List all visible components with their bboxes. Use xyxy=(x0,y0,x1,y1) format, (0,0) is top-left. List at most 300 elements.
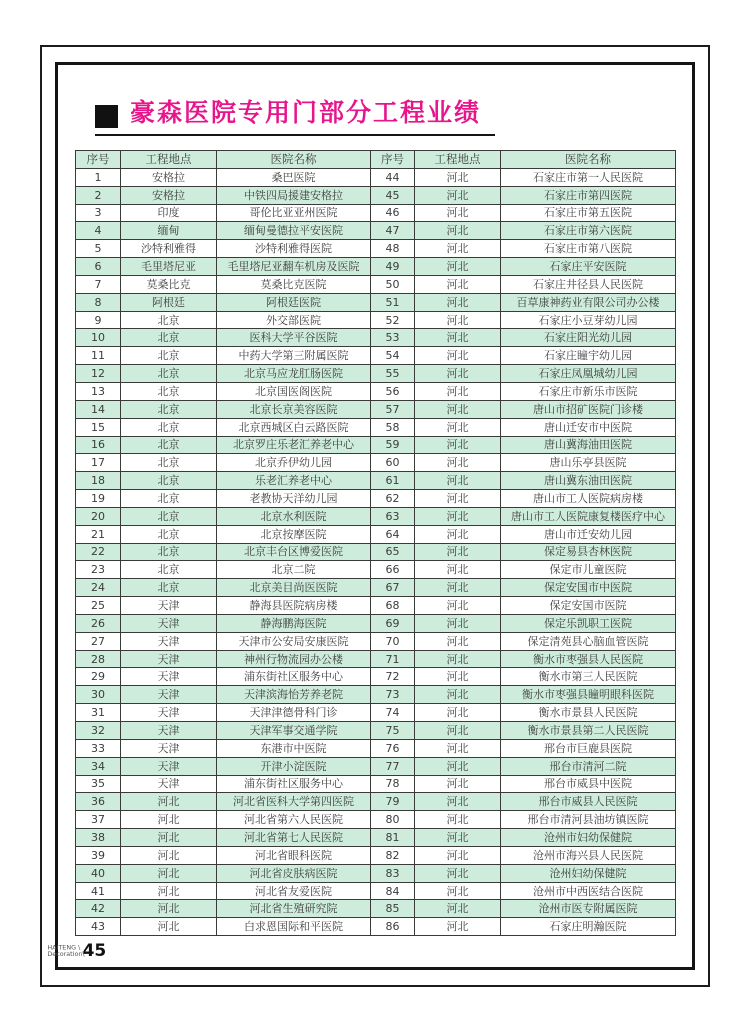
column-header: 序号 xyxy=(76,151,121,169)
cell-location: 河北 xyxy=(415,775,501,793)
cell-hospital-name: 石家庄市新乐市医院 xyxy=(501,382,676,400)
cell-location: 河北 xyxy=(121,793,217,811)
table-header xyxy=(76,151,371,169)
table-row xyxy=(76,846,371,864)
table-row xyxy=(76,365,371,383)
cell-location: 河北 xyxy=(415,846,501,864)
cell-hospital-name: 北京水利医院 xyxy=(217,507,371,525)
cell-index: 61 xyxy=(371,472,415,490)
cell-index: 83 xyxy=(371,864,415,882)
cell-hospital-name: 北京按摩医院 xyxy=(217,525,371,543)
cell-hospital-name: 河北省生殖研究院 xyxy=(217,900,371,918)
cell-hospital-name: 保定乐凯职工医院 xyxy=(501,614,676,632)
cell-hospital-name: 石家庄市第五医院 xyxy=(501,204,676,222)
cell-location: 河北 xyxy=(415,686,501,704)
cell-hospital-name: 唐山市工人医院康复楼医疗中心 xyxy=(501,507,676,525)
cell-index: 56 xyxy=(371,382,415,400)
cell-index: 71 xyxy=(371,650,415,668)
table-row xyxy=(76,204,371,222)
cell-location: 河北 xyxy=(415,382,501,400)
cell-index: 22 xyxy=(76,543,121,561)
cell-location: 天津 xyxy=(121,686,217,704)
cell-index: 6 xyxy=(76,258,121,276)
cell-location: 天津 xyxy=(121,614,217,632)
cell-location: 天津 xyxy=(121,757,217,775)
table-row xyxy=(371,382,676,400)
cell-hospital-name: 北京美目尚医医院 xyxy=(217,579,371,597)
cell-hospital-name: 石家庄阳光幼儿园 xyxy=(501,329,676,347)
table-row xyxy=(76,258,371,276)
cell-location: 北京 xyxy=(121,311,217,329)
table-row xyxy=(371,543,676,561)
cell-index: 17 xyxy=(76,454,121,472)
cell-index: 36 xyxy=(76,793,121,811)
table-row xyxy=(371,525,676,543)
cell-index: 26 xyxy=(76,614,121,632)
table-row xyxy=(76,614,371,632)
cell-location: 天津 xyxy=(121,632,217,650)
cell-hospital-name: 开津小淀医院 xyxy=(217,757,371,775)
cell-index: 72 xyxy=(371,668,415,686)
cell-location: 北京 xyxy=(121,561,217,579)
cell-hospital-name: 邢台市威县中医院 xyxy=(501,775,676,793)
cell-index: 35 xyxy=(76,775,121,793)
cell-index: 80 xyxy=(371,811,415,829)
cell-location: 沙特利雅得 xyxy=(121,240,217,258)
cell-hospital-name: 医科大学平谷医院 xyxy=(217,329,371,347)
cell-hospital-name: 北京乔伊幼儿园 xyxy=(217,454,371,472)
cell-location: 河北 xyxy=(415,561,501,579)
table-row xyxy=(371,668,676,686)
cell-index: 4 xyxy=(76,222,121,240)
cell-index: 48 xyxy=(371,240,415,258)
cell-index: 66 xyxy=(371,561,415,579)
cell-hospital-name: 浦东街社区服务中心 xyxy=(217,775,371,793)
cell-hospital-name: 石家庄市第一人民医院 xyxy=(501,168,676,186)
cell-hospital-name: 衡水市景县人民医院 xyxy=(501,704,676,722)
cell-location: 北京 xyxy=(121,490,217,508)
cell-hospital-name: 天津市公安局安康医院 xyxy=(217,632,371,650)
cell-index: 21 xyxy=(76,525,121,543)
table-row xyxy=(76,864,371,882)
cell-hospital-name: 唐山市招矿医院门诊楼 xyxy=(501,400,676,418)
projects-table-right xyxy=(370,150,676,936)
cell-hospital-name: 天津津德骨科门诊 xyxy=(217,704,371,722)
cell-hospital-name: 北京丰台区博爱医院 xyxy=(217,543,371,561)
table-row xyxy=(371,329,676,347)
column-header: 工程地点 xyxy=(415,151,501,169)
cell-location: 安格拉 xyxy=(121,186,217,204)
table-row xyxy=(76,793,371,811)
table-row xyxy=(76,240,371,258)
column-header: 医院名称 xyxy=(217,151,371,169)
cell-location: 河北 xyxy=(415,311,501,329)
cell-index: 33 xyxy=(76,739,121,757)
cell-index: 59 xyxy=(371,436,415,454)
table-row xyxy=(76,347,371,365)
cell-location: 河北 xyxy=(121,900,217,918)
table-row xyxy=(371,436,676,454)
cell-location: 北京 xyxy=(121,507,217,525)
table-row xyxy=(76,472,371,490)
cell-location: 天津 xyxy=(121,775,217,793)
cell-index: 47 xyxy=(371,222,415,240)
cell-hospital-name: 浦东街社区服务中心 xyxy=(217,668,371,686)
table-row xyxy=(76,382,371,400)
cell-location: 河北 xyxy=(121,918,217,936)
table-row xyxy=(76,722,371,740)
cell-location: 北京 xyxy=(121,418,217,436)
cell-index: 7 xyxy=(76,275,121,293)
cell-index: 43 xyxy=(76,918,121,936)
column-header: 工程地点 xyxy=(121,151,217,169)
cell-location: 河北 xyxy=(415,186,501,204)
cell-location: 北京 xyxy=(121,525,217,543)
table-row xyxy=(371,311,676,329)
table-row xyxy=(76,686,371,704)
cell-index: 5 xyxy=(76,240,121,258)
cell-hospital-name: 唐山市工人医院病房楼 xyxy=(501,490,676,508)
cell-index: 11 xyxy=(76,347,121,365)
cell-location: 河北 xyxy=(415,168,501,186)
cell-location: 河北 xyxy=(415,882,501,900)
table-row xyxy=(371,793,676,811)
table-row xyxy=(371,882,676,900)
cell-index: 29 xyxy=(76,668,121,686)
cell-hospital-name: 沧州妇幼保健院 xyxy=(501,864,676,882)
cell-location: 河北 xyxy=(415,400,501,418)
table-row xyxy=(76,168,371,186)
cell-location: 河北 xyxy=(415,240,501,258)
cell-hospital-name: 沧州市医专附属医院 xyxy=(501,900,676,918)
cell-hospital-name: 河北省第六人民医院 xyxy=(217,811,371,829)
cell-hospital-name: 衡水市景县第二人民医院 xyxy=(501,722,676,740)
table-row xyxy=(76,597,371,615)
table-row xyxy=(371,293,676,311)
table-row xyxy=(76,739,371,757)
cell-index: 55 xyxy=(371,365,415,383)
table-row xyxy=(76,632,371,650)
table-row xyxy=(371,829,676,847)
cell-hospital-name: 唐山迁安市中医院 xyxy=(501,418,676,436)
table-row xyxy=(371,811,676,829)
cell-index: 38 xyxy=(76,829,121,847)
cell-hospital-name: 北京国医阁医院 xyxy=(217,382,371,400)
table-header xyxy=(371,151,676,169)
cell-location: 毛里塔尼亚 xyxy=(121,258,217,276)
cell-hospital-name: 衡水市第三人民医院 xyxy=(501,668,676,686)
cell-hospital-name: 老教协天洋幼儿园 xyxy=(217,490,371,508)
cell-location: 印度 xyxy=(121,204,217,222)
cell-location: 北京 xyxy=(121,579,217,597)
cell-hospital-name: 外交部医院 xyxy=(217,311,371,329)
table-row xyxy=(76,490,371,508)
table-row xyxy=(371,561,676,579)
cell-hospital-name: 石家庄市第八医院 xyxy=(501,240,676,258)
cell-location: 河北 xyxy=(415,597,501,615)
cell-location: 北京 xyxy=(121,436,217,454)
footer-brand xyxy=(47,944,84,957)
table-row xyxy=(371,900,676,918)
cell-index: 39 xyxy=(76,846,121,864)
cell-location: 河北 xyxy=(415,329,501,347)
table-row xyxy=(371,365,676,383)
cell-location: 河北 xyxy=(415,454,501,472)
cell-hospital-name: 沧州市中西医结合医院 xyxy=(501,882,676,900)
cell-hospital-name: 沙特利雅得医院 xyxy=(217,240,371,258)
cell-hospital-name: 天津滨海怡芳养老院 xyxy=(217,686,371,704)
cell-location: 河北 xyxy=(415,739,501,757)
cell-hospital-name: 神州行物流园办公楼 xyxy=(217,650,371,668)
cell-location: 河北 xyxy=(415,222,501,240)
cell-index: 65 xyxy=(371,543,415,561)
cell-location: 北京 xyxy=(121,365,217,383)
table-row xyxy=(371,222,676,240)
table-row xyxy=(371,739,676,757)
cell-index: 46 xyxy=(371,204,415,222)
cell-location: 北京 xyxy=(121,543,217,561)
cell-location: 河北 xyxy=(415,811,501,829)
cell-location: 北京 xyxy=(121,454,217,472)
cell-location: 河北 xyxy=(415,347,501,365)
table-row xyxy=(371,846,676,864)
cell-index: 68 xyxy=(371,597,415,615)
table-row xyxy=(76,757,371,775)
column-header: 序号 xyxy=(371,151,415,169)
cell-index: 53 xyxy=(371,329,415,347)
cell-hospital-name: 邢台市清河县油坊镇医院 xyxy=(501,811,676,829)
page-title: 豪森医院专用门部分工程业绩 xyxy=(130,98,482,127)
cell-location: 河北 xyxy=(415,650,501,668)
table-row xyxy=(371,597,676,615)
table-row xyxy=(371,686,676,704)
cell-location: 河北 xyxy=(415,793,501,811)
table-row xyxy=(371,704,676,722)
cell-hospital-name: 河北省友爱医院 xyxy=(217,882,371,900)
cell-index: 51 xyxy=(371,293,415,311)
cell-hospital-name: 石家庄市第四医院 xyxy=(501,186,676,204)
cell-location: 河北 xyxy=(415,614,501,632)
page-number: 45 xyxy=(82,941,107,961)
cell-index: 73 xyxy=(371,686,415,704)
cell-hospital-name: 莫桑比克医院 xyxy=(217,275,371,293)
cell-location: 天津 xyxy=(121,704,217,722)
cell-location: 天津 xyxy=(121,739,217,757)
cell-hospital-name: 北京二院 xyxy=(217,561,371,579)
cell-index: 81 xyxy=(371,829,415,847)
cell-hospital-name: 邢台市清河二院 xyxy=(501,757,676,775)
table-row xyxy=(76,400,371,418)
cell-location: 河北 xyxy=(415,365,501,383)
cell-location: 河北 xyxy=(415,472,501,490)
table-row xyxy=(76,275,371,293)
cell-index: 63 xyxy=(371,507,415,525)
table-row xyxy=(76,704,371,722)
cell-index: 62 xyxy=(371,490,415,508)
table-row xyxy=(76,293,371,311)
cell-index: 20 xyxy=(76,507,121,525)
cell-index: 13 xyxy=(76,382,121,400)
cell-index: 24 xyxy=(76,579,121,597)
cell-index: 52 xyxy=(371,311,415,329)
table-row xyxy=(76,222,371,240)
cell-hospital-name: 北京马应龙肛肠医院 xyxy=(217,365,371,383)
cell-hospital-name: 石家庄小豆芽幼儿园 xyxy=(501,311,676,329)
table-row xyxy=(76,525,371,543)
cell-index: 67 xyxy=(371,579,415,597)
cell-location: 天津 xyxy=(121,722,217,740)
cell-location: 河北 xyxy=(121,829,217,847)
table-row xyxy=(371,918,676,936)
cell-index: 18 xyxy=(76,472,121,490)
table-row xyxy=(371,507,676,525)
table-row xyxy=(371,240,676,258)
table-row xyxy=(76,186,371,204)
cell-hospital-name: 静海县医院病房楼 xyxy=(217,597,371,615)
cell-hospital-name: 阿根廷医院 xyxy=(217,293,371,311)
cell-index: 78 xyxy=(371,775,415,793)
table-row xyxy=(371,418,676,436)
table-row xyxy=(371,204,676,222)
cell-location: 河北 xyxy=(415,293,501,311)
cell-hospital-name: 石家庄平安医院 xyxy=(501,258,676,276)
table-row xyxy=(371,864,676,882)
cell-index: 75 xyxy=(371,722,415,740)
cell-index: 64 xyxy=(371,525,415,543)
footer-brand-line2: Decoration\ xyxy=(47,950,85,958)
table-row xyxy=(371,775,676,793)
cell-hospital-name: 河北省皮肤病医院 xyxy=(217,864,371,882)
cell-hospital-name: 保定安国市中医院 xyxy=(501,579,676,597)
cell-index: 86 xyxy=(371,918,415,936)
cell-location: 安格拉 xyxy=(121,168,217,186)
table-row xyxy=(76,811,371,829)
table-row xyxy=(371,722,676,740)
cell-location: 河北 xyxy=(121,846,217,864)
cell-hospital-name: 石家庄凤凰城幼儿园 xyxy=(501,365,676,383)
table-row xyxy=(371,490,676,508)
cell-index: 69 xyxy=(371,614,415,632)
column-header: 医院名称 xyxy=(501,151,676,169)
title-square-bullet-icon xyxy=(95,105,118,128)
cell-location: 河北 xyxy=(415,436,501,454)
cell-hospital-name: 河北省医科大学第四医院 xyxy=(217,793,371,811)
cell-location: 河北 xyxy=(415,543,501,561)
cell-hospital-name: 北京西城区白云路医院 xyxy=(217,418,371,436)
cell-hospital-name: 唐山乐亭县医院 xyxy=(501,454,676,472)
cell-index: 58 xyxy=(371,418,415,436)
cell-location: 河北 xyxy=(415,757,501,775)
cell-index: 44 xyxy=(371,168,415,186)
cell-location: 河北 xyxy=(415,490,501,508)
cell-index: 49 xyxy=(371,258,415,276)
table-row xyxy=(371,757,676,775)
cell-location: 河北 xyxy=(415,579,501,597)
table-row xyxy=(371,579,676,597)
cell-location: 河北 xyxy=(415,918,501,936)
table-row xyxy=(371,258,676,276)
cell-location: 河北 xyxy=(415,632,501,650)
table-row xyxy=(371,275,676,293)
cell-location: 河北 xyxy=(415,704,501,722)
cell-index: 1 xyxy=(76,168,121,186)
cell-index: 57 xyxy=(371,400,415,418)
cell-hospital-name: 保定易县杏林医院 xyxy=(501,543,676,561)
cell-location: 河北 xyxy=(415,900,501,918)
cell-hospital-name: 唐山冀海油田医院 xyxy=(501,436,676,454)
cell-hospital-name: 白求恩国际和平医院 xyxy=(217,918,371,936)
cell-hospital-name: 桑巴医院 xyxy=(217,168,371,186)
cell-index: 74 xyxy=(371,704,415,722)
cell-index: 31 xyxy=(76,704,121,722)
cell-index: 16 xyxy=(76,436,121,454)
cell-index: 79 xyxy=(371,793,415,811)
projects-table-left xyxy=(75,150,371,936)
cell-index: 23 xyxy=(76,561,121,579)
cell-location: 北京 xyxy=(121,400,217,418)
cell-index: 85 xyxy=(371,900,415,918)
cell-hospital-name: 北京长京美容医院 xyxy=(217,400,371,418)
cell-location: 北京 xyxy=(121,382,217,400)
cell-hospital-name: 衡水市枣强县瞳明眼科医院 xyxy=(501,686,676,704)
table-row xyxy=(76,918,371,936)
cell-index: 42 xyxy=(76,900,121,918)
cell-location: 河北 xyxy=(415,258,501,276)
cell-hospital-name: 沧州市海兴县人民医院 xyxy=(501,846,676,864)
table-row xyxy=(76,775,371,793)
cell-hospital-name: 东港市中医院 xyxy=(217,739,371,757)
cell-hospital-name: 乐老汇养老中心 xyxy=(217,472,371,490)
table-row xyxy=(76,579,371,597)
page-footer xyxy=(38,941,106,961)
cell-location: 河北 xyxy=(121,811,217,829)
cell-hospital-name: 保定清苑县心脑血管医院 xyxy=(501,632,676,650)
table-row xyxy=(371,347,676,365)
cell-index: 60 xyxy=(371,454,415,472)
cell-location: 阿根廷 xyxy=(121,293,217,311)
cell-hospital-name: 哥伦比亚亚州医院 xyxy=(217,204,371,222)
table-row xyxy=(76,650,371,668)
cell-index: 84 xyxy=(371,882,415,900)
cell-hospital-name: 邢台市巨鹿县医院 xyxy=(501,739,676,757)
cell-index: 3 xyxy=(76,204,121,222)
cell-index: 82 xyxy=(371,846,415,864)
cell-location: 北京 xyxy=(121,347,217,365)
cell-location: 河北 xyxy=(415,864,501,882)
cell-hospital-name: 唐山市迁安幼儿园 xyxy=(501,525,676,543)
cell-location: 莫桑比克 xyxy=(121,275,217,293)
cell-index: 25 xyxy=(76,597,121,615)
table-row xyxy=(76,882,371,900)
cell-location: 河北 xyxy=(121,882,217,900)
cell-location: 河北 xyxy=(415,829,501,847)
cell-location: 河北 xyxy=(415,722,501,740)
table-row xyxy=(76,543,371,561)
cell-index: 32 xyxy=(76,722,121,740)
cell-hospital-name: 衡水市枣强县人民医院 xyxy=(501,650,676,668)
cell-location: 河北 xyxy=(415,204,501,222)
cell-index: 9 xyxy=(76,311,121,329)
cell-index: 27 xyxy=(76,632,121,650)
cell-index: 50 xyxy=(371,275,415,293)
cell-index: 10 xyxy=(76,329,121,347)
cell-location: 河北 xyxy=(121,864,217,882)
cell-index: 12 xyxy=(76,365,121,383)
cell-hospital-name: 石家庄市第六医院 xyxy=(501,222,676,240)
table-row xyxy=(371,614,676,632)
cell-hospital-name: 唐山冀东油田医院 xyxy=(501,472,676,490)
cell-hospital-name: 沧州市妇幼保健院 xyxy=(501,829,676,847)
